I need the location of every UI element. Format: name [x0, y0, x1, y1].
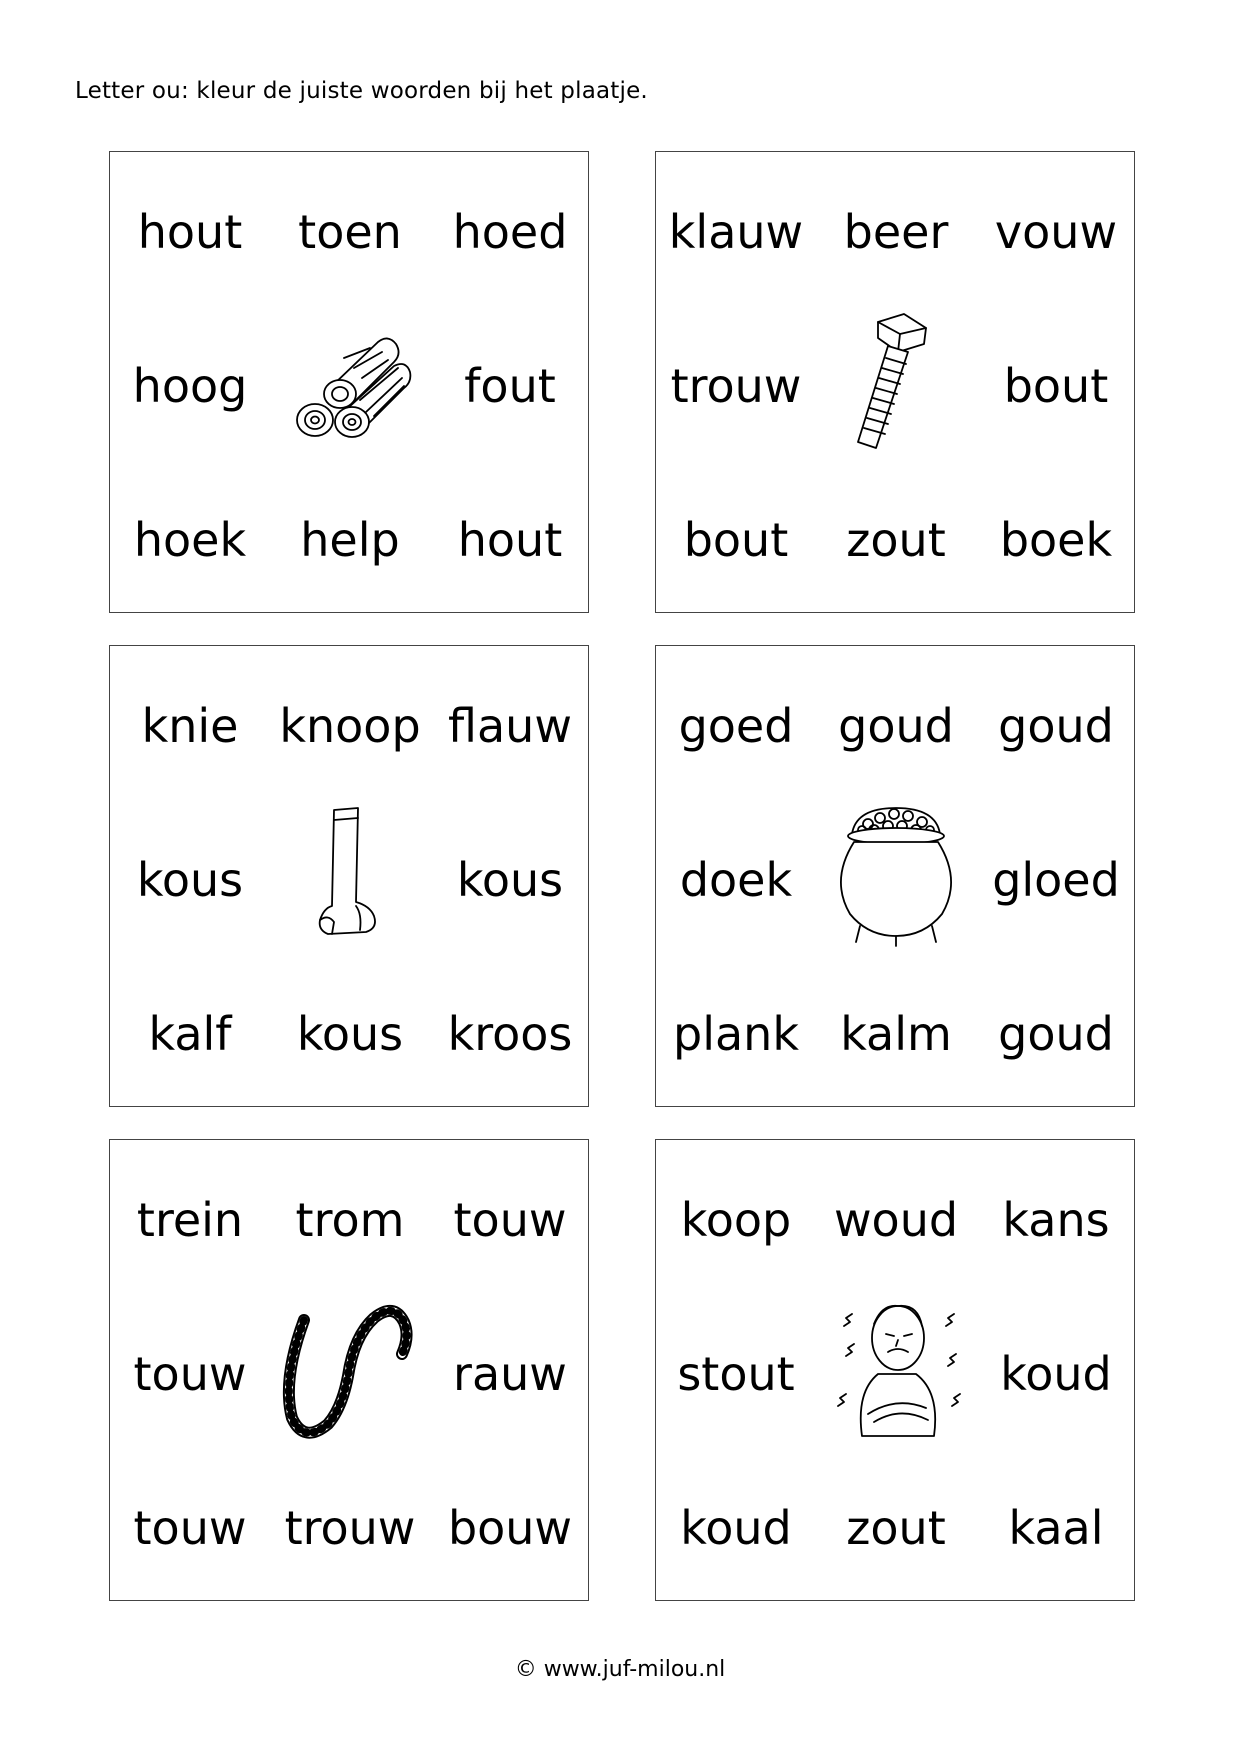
word-option[interactable]: hoog — [132, 359, 248, 413]
word-option[interactable]: knie — [141, 699, 239, 753]
word-option[interactable]: hoek — [133, 513, 247, 567]
word-option[interactable]: beer — [843, 205, 949, 259]
word-option[interactable]: fout — [464, 359, 556, 413]
word-card-3 — [109, 645, 589, 1107]
word-option[interactable]: hout — [137, 205, 243, 259]
word-option[interactable]: goed — [678, 699, 794, 753]
gold-pot-icon — [816, 802, 976, 952]
word-option[interactable]: goud — [998, 1007, 1114, 1061]
word-card-1 — [109, 151, 589, 613]
word-card-6 — [655, 1139, 1135, 1601]
word-option[interactable]: toen — [298, 205, 402, 259]
word-option[interactable]: boek — [999, 513, 1113, 567]
word-option[interactable]: stout — [677, 1347, 795, 1401]
word-option[interactable]: koud — [680, 1501, 792, 1555]
rope-icon — [270, 1296, 430, 1446]
word-option[interactable]: goud — [998, 699, 1114, 753]
word-option[interactable]: gloed — [992, 853, 1120, 907]
word-card-5 — [109, 1139, 589, 1601]
word-option[interactable]: kous — [296, 1007, 404, 1061]
logs-icon — [270, 308, 430, 458]
word-option[interactable]: koop — [680, 1193, 792, 1247]
word-option[interactable]: plank — [673, 1007, 799, 1061]
word-option[interactable]: trom — [295, 1193, 405, 1247]
word-option[interactable]: trouw — [284, 1501, 416, 1555]
word-option[interactable]: touw — [133, 1347, 247, 1401]
word-option[interactable]: kroos — [447, 1007, 573, 1061]
word-option[interactable]: trouw — [670, 359, 802, 413]
word-option[interactable]: touw — [133, 1501, 247, 1555]
word-option[interactable]: kans — [1002, 1193, 1110, 1247]
word-option[interactable]: kous — [136, 853, 244, 907]
word-option[interactable]: koud — [1000, 1347, 1112, 1401]
word-option[interactable]: vouw — [994, 205, 1118, 259]
word-option[interactable]: goud — [838, 699, 954, 753]
bolt-icon — [816, 308, 976, 458]
word-option[interactable]: bout — [683, 513, 789, 567]
word-option[interactable]: trein — [136, 1193, 244, 1247]
word-option[interactable]: doek — [679, 853, 793, 907]
word-option[interactable]: bout — [1003, 359, 1109, 413]
word-option[interactable]: hout — [457, 513, 563, 567]
word-option[interactable]: bouw — [447, 1501, 573, 1555]
word-option[interactable]: help — [300, 513, 400, 567]
word-option[interactable]: rauw — [453, 1347, 567, 1401]
instruction-text: Letter ou: kleur de juiste woorden bij het plaatje. — [75, 78, 648, 104]
word-option[interactable]: zout — [846, 513, 946, 567]
word-option[interactable]: zout — [846, 1501, 946, 1555]
word-option[interactable]: flauw — [448, 699, 572, 753]
word-option[interactable]: kalm — [840, 1007, 952, 1061]
word-option[interactable]: touw — [453, 1193, 567, 1247]
word-option[interactable]: knoop — [279, 699, 421, 753]
cold-person-icon — [816, 1296, 976, 1446]
word-option[interactable]: kous — [456, 853, 564, 907]
word-option[interactable]: kaal — [1008, 1501, 1104, 1555]
sock-icon — [270, 802, 430, 952]
word-option[interactable]: klauw — [668, 205, 804, 259]
word-option[interactable]: woud — [833, 1193, 959, 1247]
word-card-2 — [655, 151, 1135, 613]
footer-credit: © www.juf-milou.nl — [514, 1657, 726, 1682]
word-option[interactable]: hoed — [452, 205, 568, 259]
word-option[interactable]: kalf — [148, 1007, 232, 1061]
word-card-4 — [655, 645, 1135, 1107]
